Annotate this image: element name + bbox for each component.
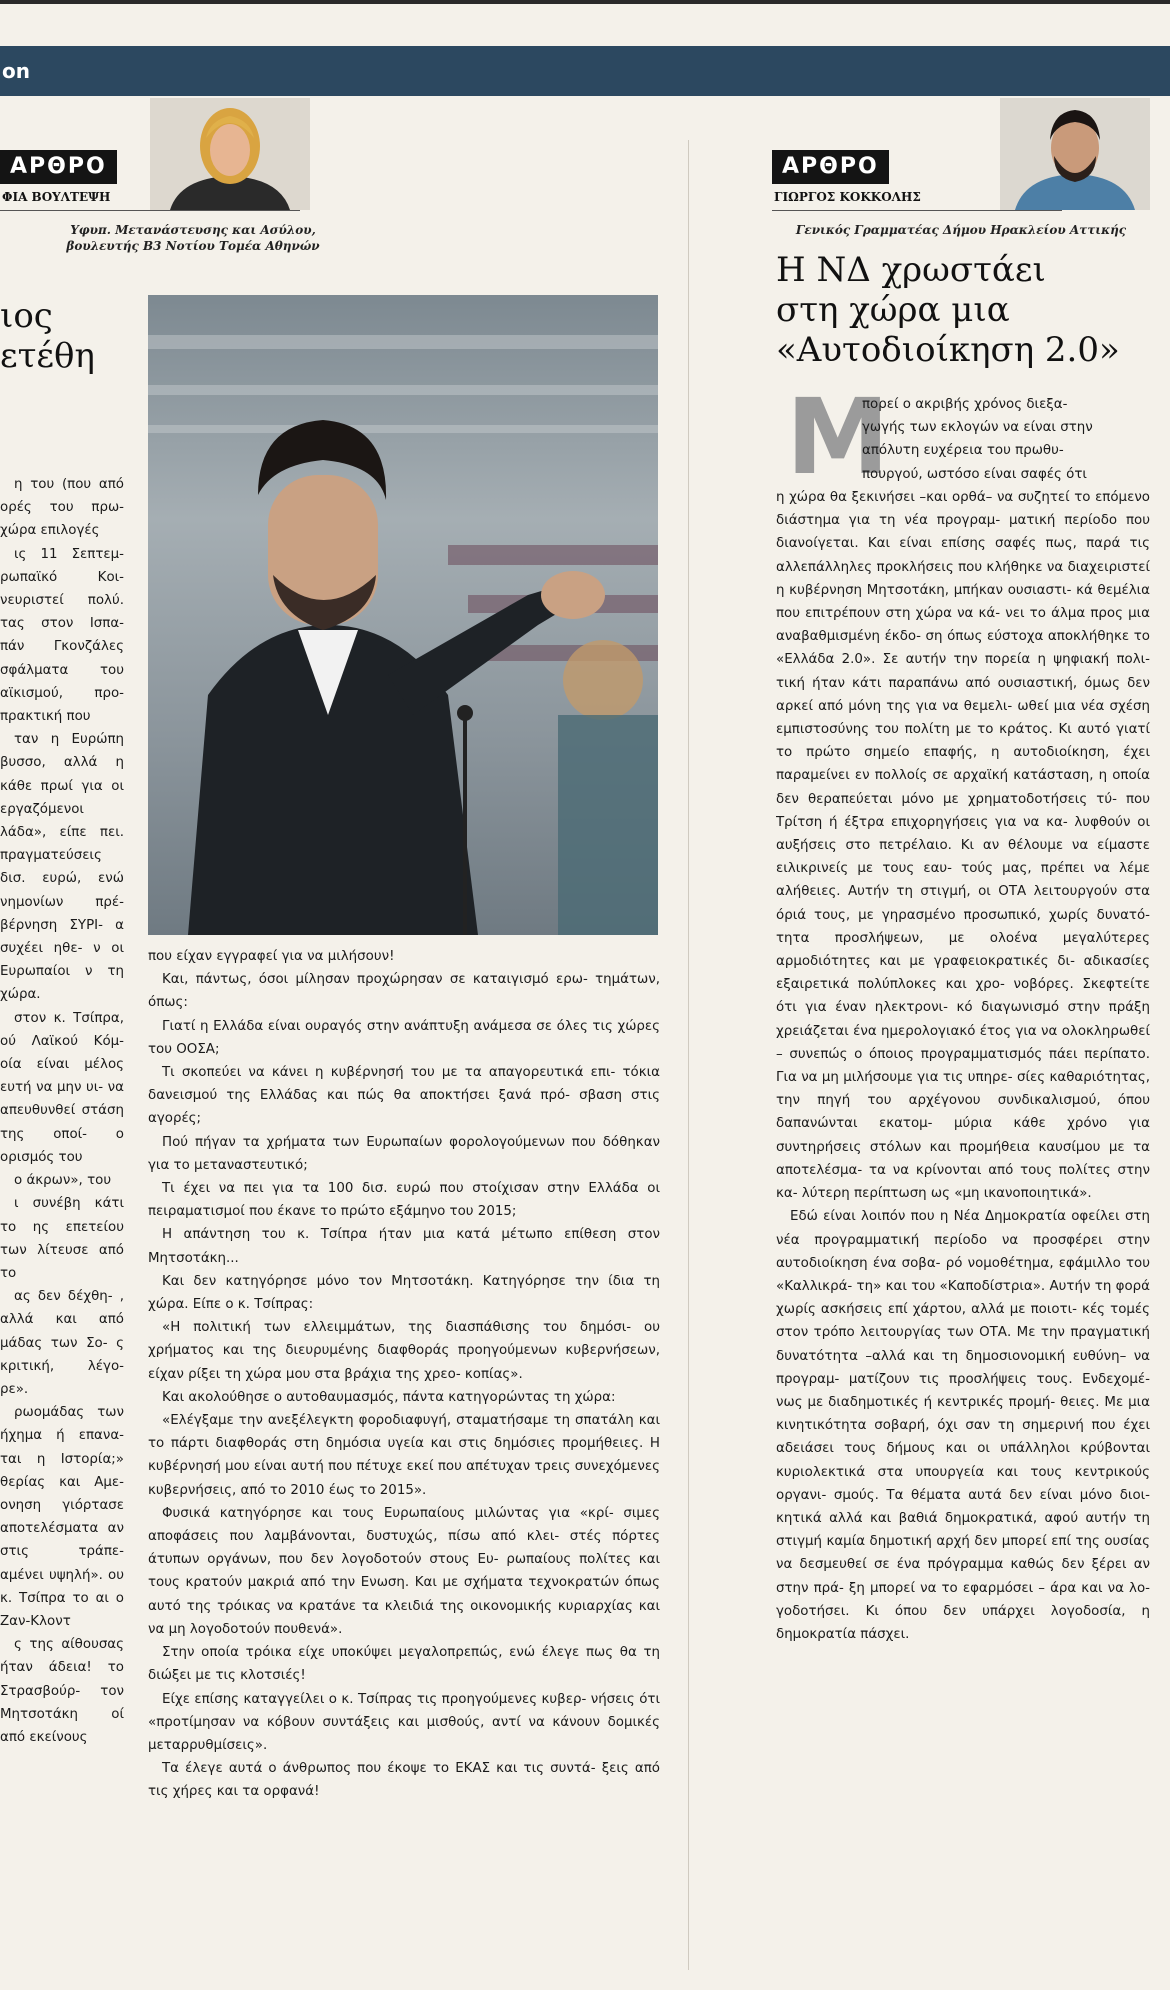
left-column-1-paragraph: ι συνέβη κάτι το ης επετείου των λίτευσε από το xyxy=(0,1196,124,1281)
lead-line: πουργού, ωστόσο είναι σαφές ότι xyxy=(862,466,1087,482)
drop-cap: Μ xyxy=(786,376,890,498)
left-column-1-paragraph: ταν η Ευρώπη βυσσο, αλλά η κάθε πρωί για οι εργαζόμενοι λάδα», είπε πει. πραγματεύσεις δισ. ευρώ, ενώ νημονίων πρέ- βέρνηση ΣΥΡΙ- α συχέει ηθε- ν οι Ευρωπαίοι ν τη χώρα. xyxy=(0,732,124,1003)
right-headline-line-2: στη χώρα μια xyxy=(776,290,1010,330)
left-column-1-paragraph: ις 11 Σεπτεμ- ρωπαϊκό Κοι- νευριστεί πολύ. τας στον Ισπα- πάν Γκονζάλες σφάλματα του αϊκισμού, προ- πρακτική που xyxy=(0,546,124,725)
article-photo-image xyxy=(148,295,658,935)
left-column-2-paragraph: Φυσικά κατηγόρησε και τους Ευρωπαίους μιλώντας για «κρί- σιμες αποφάσεις που λαμβάνονται, δυστυχώς, πίσω από κλει- στές πόρτες άτυπων οργάνων, που δεν λογοδοτούν στους Ευ- ρωπαίους πολίτες και τους κρατούν μακριά από την Ενωση. Και με σχήματα τεχνοκρατών όπως αυτό της τρόικας να κρατάνε τα κλειδιά της οικονομικής κυριαρχίας και να μη λογοδοτούν πουθενά». xyxy=(148,1505,660,1637)
right-author-portrait-image xyxy=(1000,98,1150,210)
left-column-2-paragraph: «Ελέγξαμε την ανεξέλεγκτη φοροδιαφυγή, σταματήσαμε τη σπατάλη και το πάρτι διαφθοράς στη δημόσια υγεία και στις δημόσιες προμήθειες. Η κυβέρνησή μου είναι αυτή που πέτυχε εκεί που απέτυχαν τρεις συνεχόμενες κυβερνήσεις, από το 2010 έως το 2015». xyxy=(148,1413,660,1498)
left-column-1-paragraph: ς της αίθουσας ήταν άδεια! το Στρασβούρ- τον Μητσοτάκη οί από εκείνους xyxy=(0,1637,124,1745)
lead-line: γωγής των εκλογών να είναι στην xyxy=(862,420,1093,436)
left-author-rule xyxy=(0,210,300,211)
left-column-2-paragraph: Και δεν κατηγόρησε μόνο τον Μητσοτάκη. Κατηγόρησε την ίδια τη χώρα. Είπε ο κ. Τσίπρας: xyxy=(148,1273,660,1313)
left-author-portrait xyxy=(150,98,310,210)
left-headline-line-1: ιος xyxy=(0,296,53,336)
column-separator xyxy=(688,140,689,1970)
left-column-1-paragraph: ρωομάδας των ήχημα ή επανα- ται η Ιστορία;» θερίας και Αμε- ονηση γιόρτασε αποτελέσματα αν στις τράπε- αμένει υψηλή». ου κ. Τσίπρα το αι ο Ζαν-Κλοντ xyxy=(0,1405,124,1629)
left-column-2-paragraph: Και ακολούθησε ο αυτοθαυμασμός, πάντα κατηγορώντας τη χώρα: xyxy=(162,1389,616,1405)
top-rule xyxy=(0,0,1170,4)
left-column-1-paragraph: ο άκρων», του xyxy=(14,1173,112,1189)
left-column-2-paragraph: Και, πάντως, όσοι μίλησαν προχώρησαν σε καταιγισμό ερω- τημάτων, όπως: xyxy=(148,972,660,1011)
right-headline-line-3: «Αυτοδιοίκηση 2.0» xyxy=(776,330,1120,370)
left-column-1-paragraph: στον κ. Τσίπρα, ού Λαϊκού Κόμ- οία είναι μέλος ευτή να μην υι- να απευθυνθεί στάση της οποί- ο ορισμός του xyxy=(0,1010,124,1165)
left-column-2-paragraph: Τα έλεγε αυτά ο άνθρωπος που έκοψε το ΕΚΑΣ και τις συντά- ξεις από τις χήρες και τα ορφανά! xyxy=(148,1761,660,1800)
left-column-2-paragraph: Πού πήγαν τα χρήματα των Ευρωπαίων φορολογούμενων που δόθηκαν για το μεταναστευτικό; xyxy=(148,1134,660,1173)
left-column-2-paragraph: Η απάντηση του κ. Τσίπρα ήταν μια κατά μέτωπο επίθεση στον Μητσοτάκη... xyxy=(148,1227,660,1266)
lead-line: πορεί ο ακριβής χρόνος διεξα- xyxy=(862,397,1068,412)
right-author-rule xyxy=(772,210,1062,211)
right-article-paragraph: Εδώ είναι λοιπόν που η Νέα Δημοκρατία οφείλει στη νέα προγραμματική περίοδο να προσφέρει στην αυτοδιοίκηση ένα σοβα- ρό νομοθέτημα, εφάμιλλο του «Καλλικρά- τη» και του «Καποδίστρια». Αυτήν τη φορά χωρίς ασκήσεις επί χάρτου, αλλά με ποιοτι- κές τομές στον τρόπο λειτουργίας των ΟΤΑ. Με την πραγματική δυνατότητα –αλλά και τη δημοσιονομική ευθύνη– να προγραμ- ματίζουν τις προσλήψεις τους. Ενδεχομέ- νως με διαδημοτικές ή κεντρικές προμή- θειες. Με μια κινητικότητα σοβαρή, όχι σαν τη σημερινή που έχει αδειάσει τους δήμους και οι υπάλληλοι κρύβονται κυριολεκτικά στα υπουργεία και τους κεντρικούς οργανι- σμούς. Τα θέματα αυτά δεν είναι μόνο διοι- κητικά αλλά και βαθιά δημοκρατικά, αφού αυτήν τη στιγμή καμία δημοτική αρχή δεν μπορεί επί της ουσίας να δεσμευθεί σε ένα πρόγραμμα καθώς δεν ξέρει αν στην πρά- ξη μπορεί να το εφαρμόσει – άρα και να λο- γοδοτήσει. Κι όπου δεν υπάρχει λογοδοσία, η δημοκρατία πάσχει. xyxy=(776,1209,1150,1642)
right-article-label: ΑΡΘΡΟ xyxy=(772,150,889,184)
left-column-2-paragraph: Τι σκοπεύει να κάνει η κυβέρνησή του με τα απαγορευτικά επι- τόκια δανεισμού της Ελλάδας και πώς θα αποκτήσει ξανά πρό- σβαση στις αγορές; xyxy=(148,1065,660,1127)
left-article-label: ΑΡΘΡΟ xyxy=(0,150,117,184)
left-column-2-paragraph: Στην οποία τρόικα είχε υποκύψει μεγαλοπρεπώς, ενώ έλεγε πως θα τη διώξει με τις κλοτσιές! xyxy=(148,1645,660,1684)
right-author-role: Γενικός Γραμματέας Δήμου Ηρακλείου Αττικής xyxy=(795,223,1127,237)
left-article-column-2 xyxy=(148,945,660,1975)
left-column-2-paragraph: «Η πολιτική των ελλειμμάτων, της διασπάθισης του δημόσι- ου χρήματος και της διευρυμένης διαφθοράς προηγούμενων κυβερνήσεων, είχαν ρίξει τη χώρα μου στα βράχια της χρεο- κοπίας». xyxy=(148,1320,660,1382)
right-author-portrait xyxy=(1000,98,1150,210)
lead-line: απόλυτη ευχέρεια του πρωθυ- xyxy=(862,443,1064,459)
section-label: on xyxy=(2,59,30,83)
left-column-2-paragraph: Γιατί η Ελλάδα είναι ουραγός στην ανάπτυξη ανάμεσα σε όλες τις χώρες του ΟΟΣΑ; xyxy=(148,1018,660,1057)
left-column-2-paragraph: Τι έχει να πει για τα 100 δισ. ευρώ που στοίχισαν στην Ελλάδα οι πειραματισμοί που έκανε το πρώτο εξάμηνο του 2015; xyxy=(148,1181,660,1220)
right-headline-line-1: Η ΝΔ χρωστάει xyxy=(776,250,1046,290)
left-headline-line-2: ετέθη xyxy=(0,336,95,376)
article-photo xyxy=(148,295,658,935)
section-band xyxy=(0,46,1170,96)
left-column-2-paragraph: που είχαν εγγραφεί για να μιλήσουν! xyxy=(148,949,395,964)
left-column-1-paragraph: η του (που από ορές του πρω- χώρα επιλογές xyxy=(0,477,124,539)
left-headline xyxy=(0,296,140,376)
left-article-column-1 xyxy=(0,473,124,1973)
right-article-paragraph: η χώρα θα ξεκινήσει –και ορθά– να συζητεί το επόμενο διάστημα για τη νέα προγραμ- ματική περίοδο που διανοίγεται. Και είναι επίσης σαφές πως, παρά τις αλλεπάλληλες προκλήσεις που κλήθηκε να διαχειριστεί η κυβέρνηση Μητσοτάκη, μπήκαν ουσιαστι- κά θεμέλια που επιτρέπουν στη χώρα να κά- νει το άλμα προς μια αναβαθμισμένη έκδο- ση όπως εύστοχα αποκλήθηκε το «Ελλάδα 2.0». Σε αυτήν την πορεία η ψηφιακή πολι- τική ήταν κάτι παραπάνω από ουσιαστική, όμως δεν αρκεί από μόνη της για να θεμελι- ωθεί μια νέα σχέση εμπιστοσύνης του πολίτη με το κράτος. Κι αυτό γιατί το πρώτο σημείο επαφής, η αυτοδιοίκηση, έχει παραμείνει εν πολλοίς σε αρχαϊκή κατάσταση, η οποία δεν θεραπεύεται μόνο με χρηματοδοτήσεις τύ- που Τρίτση ή έξτρα επιχορηγήσεις για να κα- λυφθούν οι αυξήσεις στο πετρέλαιο. Κι αν θέλουμε να είμαστε ειλικρινείς με τους εαυ- τούς μας, πρέπει να λέμε αλήθειες. Αυτήν τη στιγμή, οι ΟΤΑ λειτουργούν στα όριά τους, με γηρασμένο προσωπικό, χωρίς δυνατό- τητα προσλήψεων, με ολοένα μεγαλύτερες αρμοδιότητες και με γραφειοκρατικές δι- αδικασίες εξαιρετικά πολύπλοκες και χρο- νοβόρες. Σκεφτείτε ότι για έναν ηλεκτρονι- κό διαγωνισμό στην πράξη χρειάζεται ένα ημερολογιακό έτος για να ολοκληρωθεί – συνεπώς ο όποιος προγραμματισμός πάει περίπατο. Για να μη μιλήσουμε για τις υπηρε- σίες καθαριότητας, την πηγή του αρχέγονου συνδικαλισμού, όπου δαπανώνται εκατομ- μύρια κάθε χρόνο για συντηρήσεις στόλων και προμήθεια καυσίμου με τα αποτελέσμα- τα να κρίνονται από τους πολίτες στην κα- λύτερη περίπτωση ως «μη ικανοποιητικά». xyxy=(776,490,1150,1202)
left-column-1-paragraph: ας δεν δέχθη- , αλλά και από μάδας των Σο- ς κριτική, λέγο- ρε». xyxy=(0,1289,124,1397)
left-author-role: Υφυπ. Μετανάστευσης και Ασύλου, βουλευτής Β3 Νοτίου Τομέα Αθηνών xyxy=(66,223,320,253)
left-article-author: ΦΙΑ ΒΟΥΛΤΕΨΗ xyxy=(2,190,111,204)
left-column-2-paragraph: Είχε επίσης καταγγείλει ο κ. Τσίπρας τις προηγούμενες κυβερ- νήσεις ότι «προτίμησαν να κόβουν συντάξεις και μισθούς, αντί να κάνουν δομικές μεταρρυθμίσεις». xyxy=(148,1691,660,1753)
right-article-author: ΓΙΩΡΓΟΣ ΚΟΚΚΟΛΗΣ xyxy=(774,190,921,204)
right-article-lead-lines xyxy=(862,393,1150,488)
right-headline xyxy=(776,250,1156,370)
left-author-portrait-image xyxy=(150,98,310,210)
right-article-body xyxy=(776,486,1150,1976)
